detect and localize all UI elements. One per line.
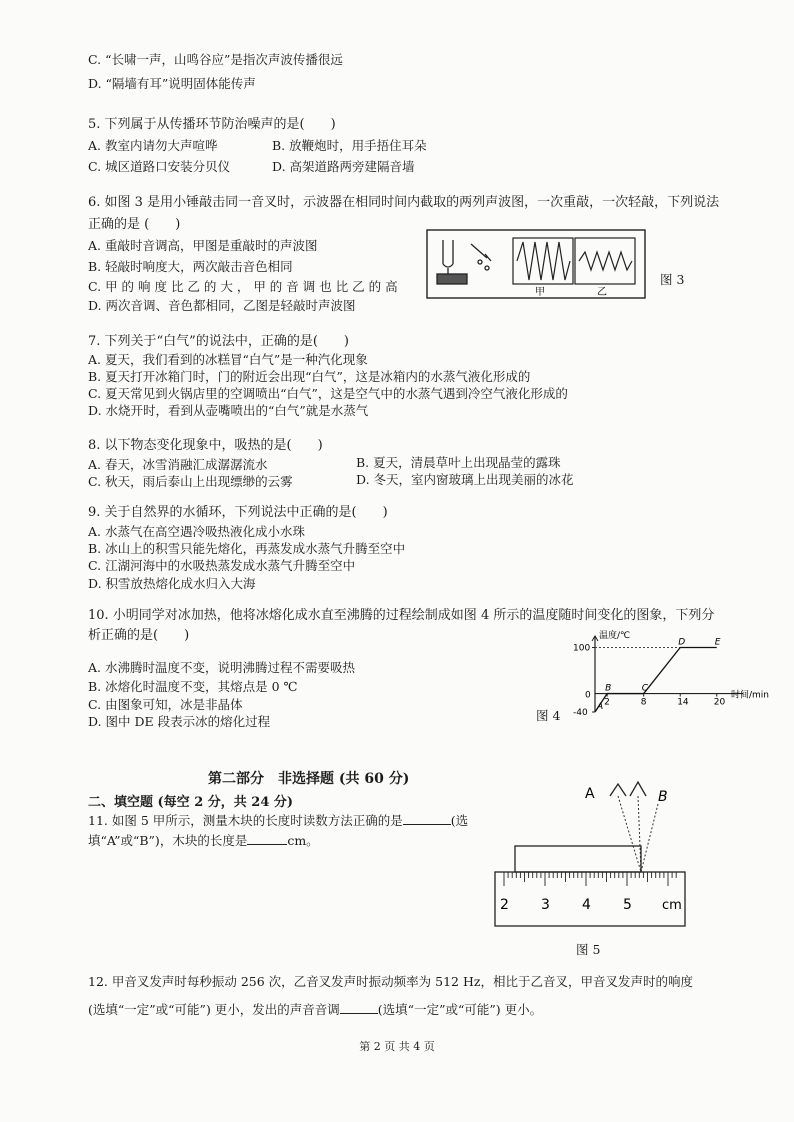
x-tick-label: 2 <box>604 697 610 708</box>
x-tick-label: 8 <box>640 697 647 708</box>
chart-marks <box>595 638 721 712</box>
q5-stem: 5. 下列属于从传播环节防治噪声的是( ) <box>88 117 336 132</box>
q10-option-b: B. 冰熔化时温度不变，其熔点是 0 ℃ <box>88 679 298 694</box>
q11-text-2a: 填“A”或“B”)，木块的长度是 <box>88 833 248 848</box>
q8-option-c: C. 秋天，雨后泰山上出现缥缈的云雾 <box>88 474 293 489</box>
q7-stem: 7. 下列关于“白气”的说法中，正确的是( ) <box>88 334 349 349</box>
q8-option-a: A. 春天，冰雪消融汇成潺潺流水 <box>88 457 268 472</box>
q4-option-d: D. “隔墙有耳”说明固体能传声 <box>88 76 256 91</box>
q6-option-a: A. 重敲时音调高，甲图是重敲时的声波图 <box>88 238 318 253</box>
q11-text-1a: 11. 如图 5 甲所示，测量木块的长度时读数方法正确的是 <box>88 813 403 828</box>
section-fill-in-title: 二、填空题 (每空 2 分，共 24 分) <box>88 795 294 810</box>
ruler-number-3: 3 <box>541 897 550 913</box>
point-label-a: A <box>597 702 604 712</box>
q10-option-a: A. 水沸腾时温度不变，说明沸腾过程不需要吸热 <box>88 660 355 675</box>
q6-stem-1: 6. 如图 3 是用小锤敲击同一音叉时，示波器在相同时间内截取的两列声波图，一次重敲，一次轻敲，下列说法 <box>88 195 720 210</box>
q5-option-a: A. 教室内请勿大声喧哗 <box>88 138 218 153</box>
ruler-ticks <box>504 872 676 886</box>
q5-option-c: C. 城区道路口安装分贝仪 <box>88 159 231 174</box>
ruler-number-5: 5 <box>623 897 632 913</box>
ruler-tick-labels <box>500 897 632 913</box>
figure-3-oscilloscope <box>425 228 647 300</box>
eye-position-b-label: B <box>658 789 668 805</box>
y-tick-label: 100 <box>573 643 591 654</box>
point-label-c: C <box>641 683 648 694</box>
q5-option-b: B. 放鞭炮时，用手捂住耳朵 <box>272 138 427 153</box>
q6-stem-2: 正确的是 ( ) <box>88 217 181 232</box>
q11-blank-1[interactable] <box>403 812 451 825</box>
q11-line-1 <box>88 812 468 829</box>
figure-5-ruler <box>490 776 700 936</box>
q9-option-b: B. 冰山上的积雪只能先熔化，再蒸发成水蒸气升腾至空中 <box>88 541 406 556</box>
y-axis-label: 温度/℃ <box>599 631 631 641</box>
q11-blank-2[interactable] <box>247 832 287 845</box>
eye-position-a-label: A <box>585 786 595 802</box>
q10-stem-1: 10. 小明同学对冰加热，他将冰熔化成水直至沸腾的过程绘制成如图 4 所示的温度随时间变化的图象，下列分 <box>88 608 715 623</box>
figure-3-yi-label: 乙 <box>597 287 607 298</box>
q12-blank-2[interactable] <box>340 1001 378 1014</box>
q12-line-1: 12. 甲音叉发声时每秒振动 256 次，乙音叉发声时振动频率为 512 Hz，相比于乙音叉，甲音叉发声时的响度 <box>88 974 693 989</box>
figure-4-caption: 图 4 <box>536 708 561 723</box>
q11-text-1b: (选 <box>450 813 469 828</box>
q10-option-d: D. 图中 DE 段表示冰的熔化过程 <box>88 714 271 729</box>
x-tick-label: 20 <box>713 697 726 708</box>
q4-option-c: C. “长啸一声，山鸣谷应”是指次声波传播很远 <box>88 52 343 67</box>
q12-text-2a: (选填“一定”或“可能”) 更小，发出的声音音调 <box>88 1002 340 1017</box>
x-axis-label: 时间/min <box>731 690 770 701</box>
waveform-screens <box>513 238 635 284</box>
q9-stem: 9. 关于自然界的水循环，下列说法中正确的是( ) <box>88 505 388 520</box>
q7-option-b: B. 夏天打开冰箱门时，门的附近会出现“白气”，这是冰箱内的水蒸气液化形成的 <box>88 369 531 384</box>
point-label-e: E <box>714 637 721 648</box>
q7-option-d: D. 水烧开时，看到从壶嘴喷出的“白气”就是水蒸气 <box>88 403 369 418</box>
figure-5-caption: 图 5 <box>576 942 601 957</box>
q9-option-c: C. 江湖河海中的水吸热蒸发成水蒸气升腾至空中 <box>88 558 356 573</box>
q7-option-c: C. 夏天常见到火锅店里的空调喷出“白气”，这是空气中的水蒸气遇到冷空气液化形成的 <box>88 386 568 401</box>
q9-option-d: D. 积雪放热熔化成水归入大海 <box>88 576 256 591</box>
q8-option-d: D. 冬天，室内窗玻璃上出现美丽的冰花 <box>356 472 574 487</box>
q5-option-d: D. 高架道路两旁建隔音墙 <box>272 159 415 174</box>
eye-icons <box>610 782 646 796</box>
sight-lines <box>618 796 658 872</box>
q6-option-c: C. 甲 的 响 度 比 乙 的 大 ， 甲 的 音 调 也 比 乙 的 高 <box>88 279 398 294</box>
ruler-number-2: 2 <box>500 897 509 913</box>
q6-option-d: D. 两次音调、音色都相同，乙图是轻敲时声波图 <box>88 298 356 313</box>
y-tick-label: -40 <box>573 708 588 718</box>
q6-option-b: B. 轻敲时响度大，两次敲击音色相同 <box>88 259 293 274</box>
q8-option-b: B. 夏天，清晨草叶上出现晶莹的露珠 <box>356 455 561 470</box>
figure-4-temperature-chart <box>555 626 770 718</box>
origin-label: 0 <box>585 690 591 701</box>
ruler-unit-label: cm <box>662 898 682 913</box>
q9-option-a: A. 水蒸气在高空遇冷吸热液化成小水珠 <box>88 524 305 539</box>
figure-3-caption: 图 3 <box>660 272 685 287</box>
ruler-number-4: 4 <box>582 897 591 913</box>
wooden-block <box>515 846 641 872</box>
q12-text-2b: (选填“一定”或“可能”) 更小。 <box>377 1002 543 1017</box>
part-2-title: 第二部分 非选择题 (共 60 分) <box>208 771 410 787</box>
q11-text-2b: cm。 <box>287 833 319 848</box>
page-footer: 第 2 页 共 4 页 <box>359 1040 435 1053</box>
x-tick-label: 14 <box>677 697 689 708</box>
temperature-series-line <box>595 648 717 712</box>
q10-stem-2: 析正确的是( ) <box>88 628 190 643</box>
q12-line-2 <box>88 1001 542 1018</box>
q11-line-2 <box>88 832 319 849</box>
q8-stem: 8. 以下物态变化现象中，吸热的是( ) <box>88 438 323 453</box>
q7-option-a: A. 夏天，我们看到的冰糕冒“白气”是一种汽化现象 <box>88 352 368 367</box>
point-label-d: D <box>678 637 686 648</box>
tuning-fork-icon <box>437 240 491 284</box>
figure-3-jia-label: 甲 <box>535 287 545 298</box>
point-label-b: B <box>605 683 612 694</box>
q10-option-c: C. 由图象可知，冰是非晶体 <box>88 697 243 712</box>
